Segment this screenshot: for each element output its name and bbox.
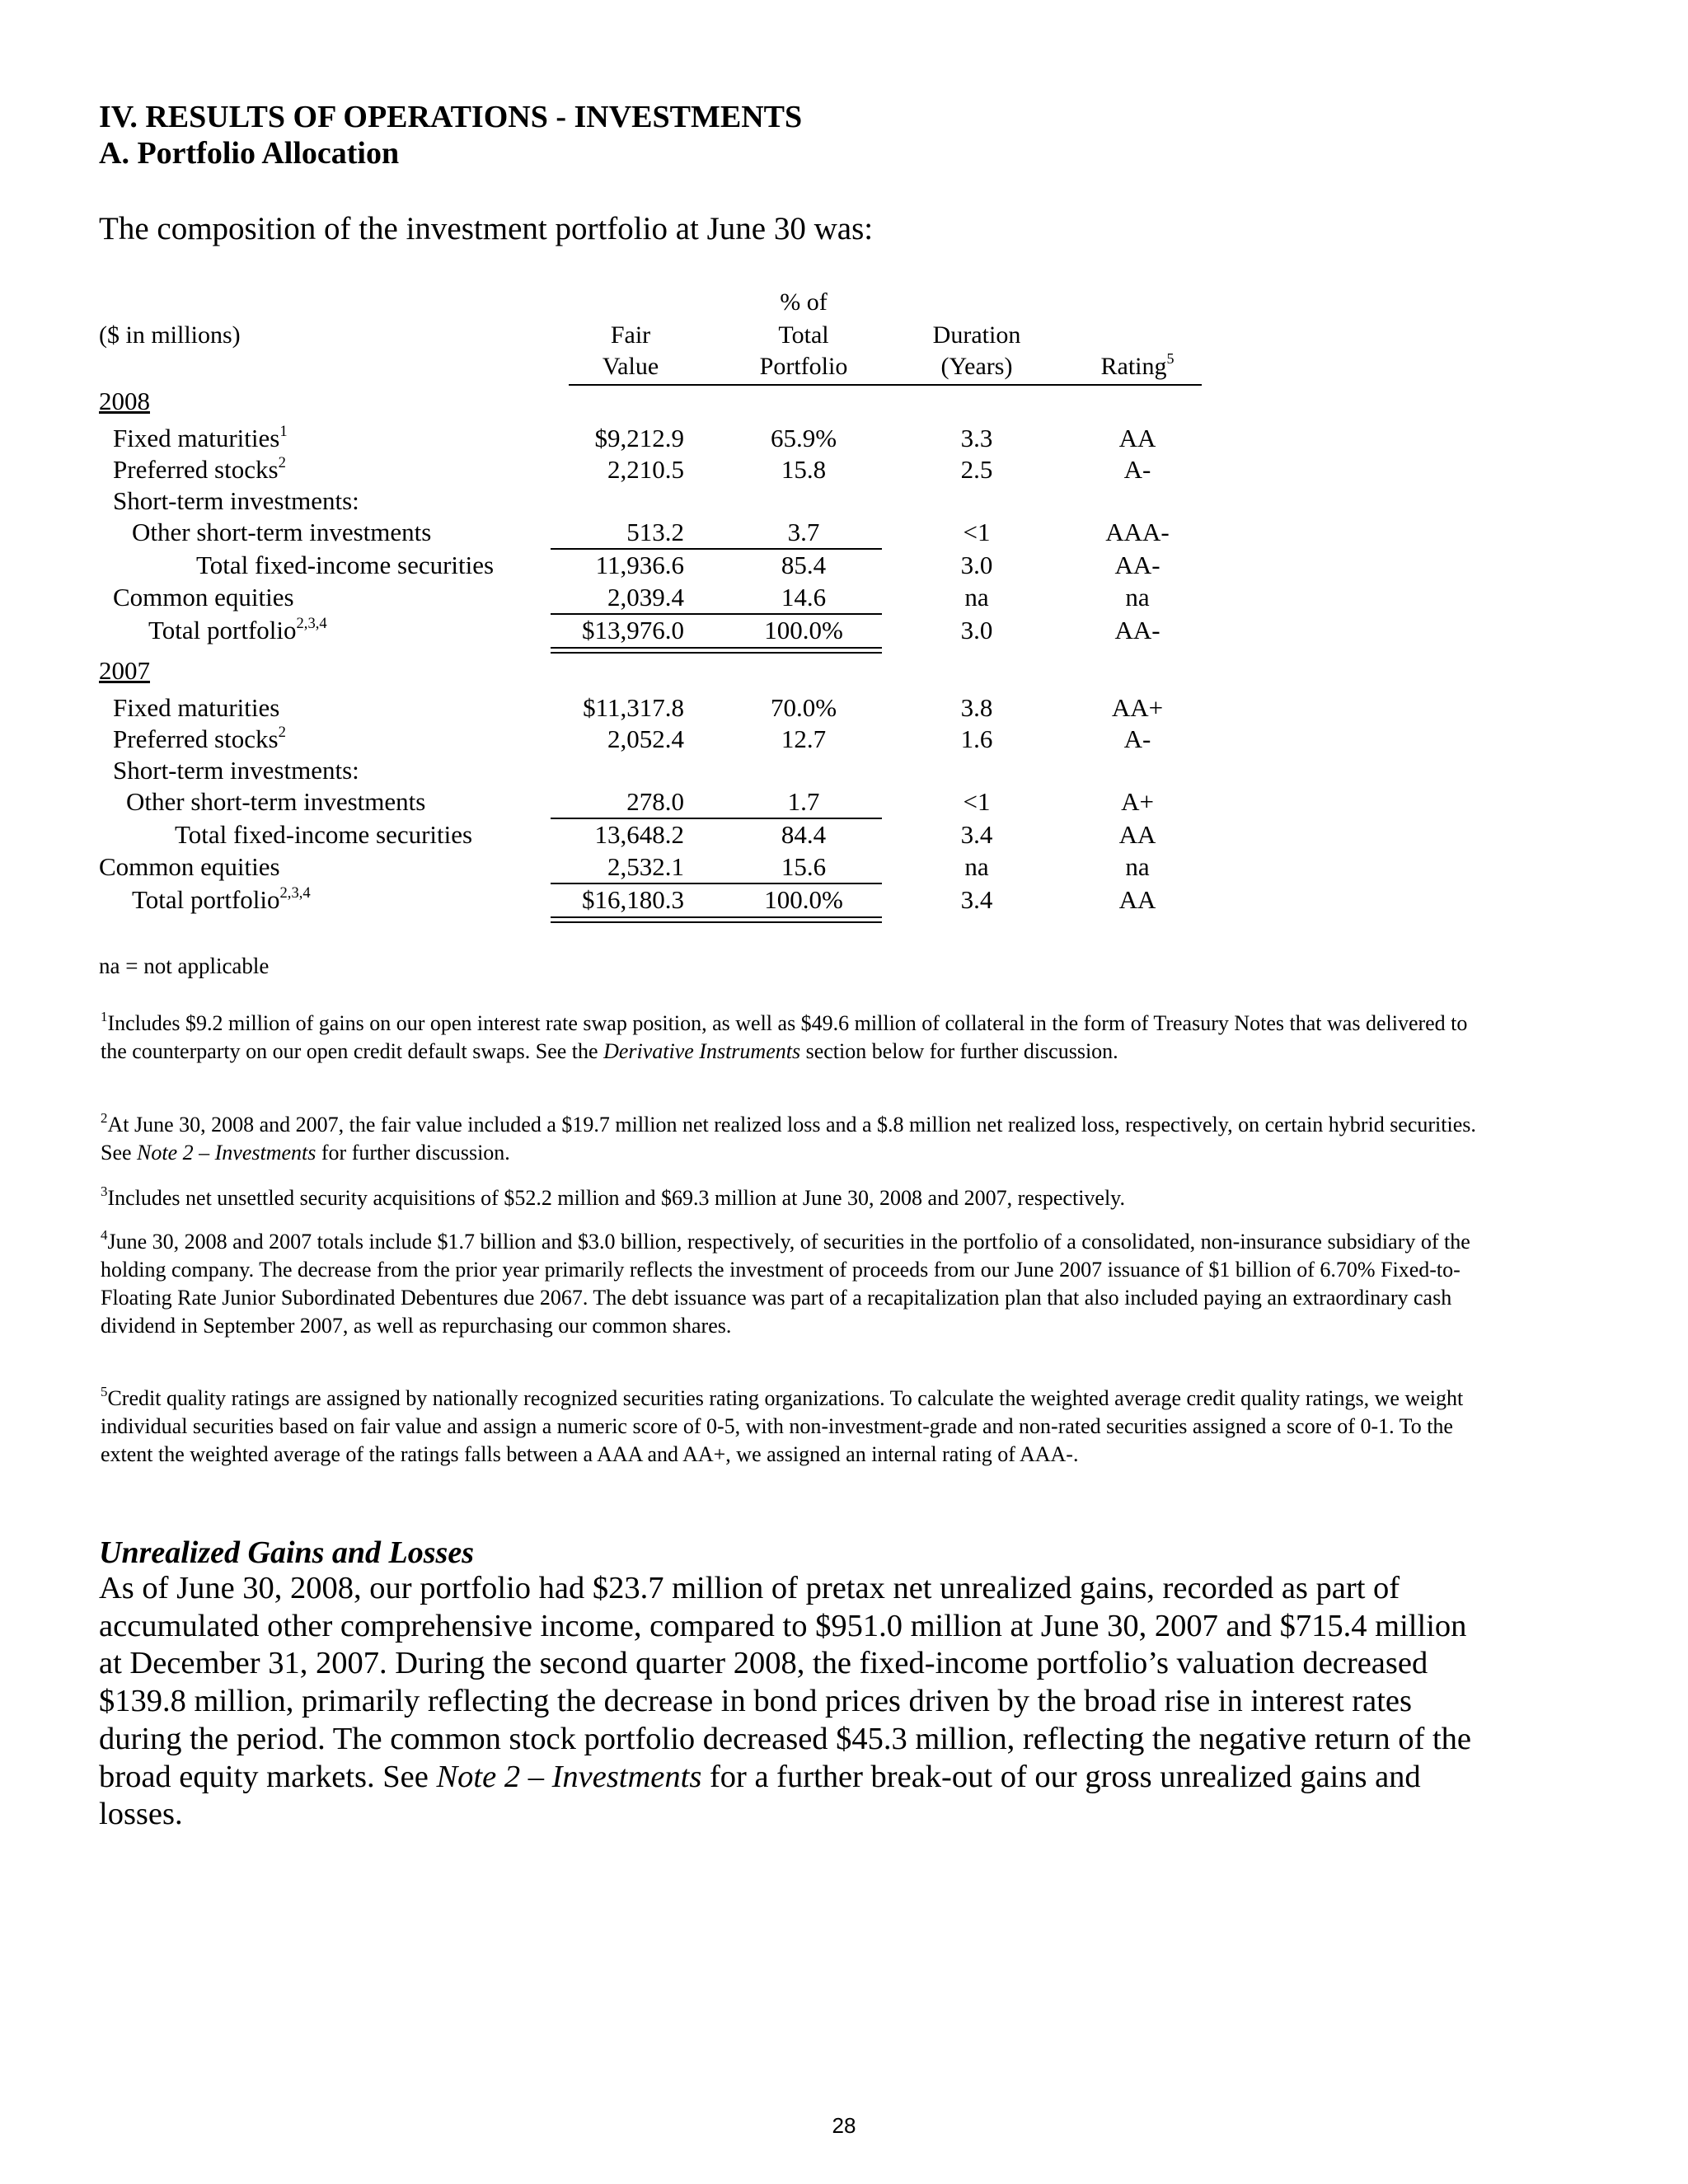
section-heading: IV. RESULTS OF OPERATIONS - INVESTMENTS — [99, 100, 803, 134]
col-fair-1: Fair — [610, 321, 651, 349]
fair-value: 2,210.5 — [607, 455, 684, 484]
na-note: na = not applicable — [99, 954, 270, 978]
pct-portfolio: 100.0% — [764, 616, 843, 644]
pct-portfolio: 15.8 — [781, 455, 827, 484]
header-rule — [569, 384, 1202, 386]
row-label: Preferred stocks$^2$ — [113, 453, 286, 484]
duration: 1.6 — [960, 724, 993, 753]
col-pct-2: Total — [778, 321, 829, 349]
row-label: Other short-term investments — [132, 518, 432, 546]
page-number: 28 — [832, 2113, 856, 2138]
row-label: Preferred stocks$^2$ — [113, 723, 286, 753]
pct-portfolio: 15.6 — [781, 852, 827, 881]
fair-value: 278.0 — [626, 787, 684, 816]
pct-portfolio: 3.7 — [787, 518, 820, 546]
row-label: Other short-term investments — [126, 787, 426, 816]
rating: AA — [1118, 424, 1156, 452]
fair-value: 2,532.1 — [607, 852, 684, 881]
row-label: Short-term investments: — [113, 756, 359, 785]
units-label: ($ in millions) — [99, 321, 241, 349]
duration: 2.5 — [960, 455, 993, 484]
fair-value: 11,936.6 — [595, 551, 684, 579]
duration: <1 — [963, 787, 991, 816]
fair-value: $11,317.8 — [583, 693, 684, 722]
footnote-2: $^2$At June 30, 2008 and 2007, the fair value included a $19.7 million net realized loss and a $.8 million net realized loss, respectively, on certain hybrid securities. See Note 2 – Investments for further discussion. — [101, 1109, 1476, 1165]
col-duration-1: Duration — [932, 321, 1021, 349]
duration: 3.0 — [960, 616, 993, 644]
double-rule-top — [551, 916, 882, 918]
duration: 3.4 — [960, 885, 993, 914]
col-pct-1: % of — [780, 288, 828, 316]
rating: A+ — [1121, 787, 1154, 816]
footnote-5: $^5$Credit quality ratings are assigned by nationally recognized securities rating organizations. To calculate the weighted average credit quality ratings, we weight individual securities based on fair value and assign a numeric score of 0-5, with non-investment-grade and non-rated securities assigned a score of 0-1. To the extent the weighted average of the ratings falls between a AAA and AA+, we assigned an internal rating of AAA-. — [101, 1383, 1464, 1466]
pct-portfolio: 14.6 — [781, 583, 827, 612]
row-label: Fixed maturities$^1$ — [113, 422, 288, 452]
fair-value: $16,180.3 — [582, 885, 684, 914]
row-label: Total fixed-income securities — [175, 820, 473, 849]
rating: na — [1125, 583, 1150, 612]
pct-portfolio: 84.4 — [781, 820, 827, 849]
intro-text: The composition of the investment portfolio at June 30 was: — [99, 211, 874, 246]
col-duration-2: (Years) — [940, 353, 1013, 380]
pct-portfolio: 65.9% — [770, 424, 837, 452]
footnote-3: $^3$Includes net unsettled security acquisitions of $52.2 million and $69.3 million at June 30, 2008 and 2007, respectively. — [101, 1183, 1125, 1210]
col-fair-2: Value — [602, 353, 659, 380]
row-label: Total portfolio$^{2,3,4}$ — [148, 614, 327, 644]
unrealized-heading: Unrealized Gains and Losses — [99, 1535, 474, 1570]
pct-portfolio: 70.0% — [770, 693, 837, 722]
unrealized-paragraph: As of June 30, 2008, our portfolio had $23.7 million of pretax net unrealized gains, recorded as part of accumulated other comprehensive income, compared to $951.0 million at June 30, 2007 and $715.4 million at December 31, 2007. During the second quarter 2008, the fixed-income portfolio’s valuation decreased $139.8 million, primarily reflecting the decrease in bond prices driven by the broad rise in interest rates during the period. The common stock portfolio decreased $45.3 million, reflecting the negative return of the broad equity markets. See Note 2 – Investments for a further break-out of our gross unrealized gains and losses. — [99, 1571, 1471, 1832]
pct-portfolio: 85.4 — [781, 551, 827, 579]
rating: AAA- — [1105, 518, 1170, 546]
subsection-heading: A. Portfolio Allocation — [99, 136, 400, 171]
double-rule-bottom — [551, 921, 882, 923]
rating: A- — [1123, 455, 1151, 484]
row-label: Common equities — [113, 583, 294, 612]
fair-value: 513.2 — [626, 518, 684, 546]
rating: A- — [1123, 724, 1151, 753]
rating: AA- — [1114, 616, 1160, 644]
col-pct-3: Portfolio — [759, 353, 848, 380]
fair-value: $13,976.0 — [582, 616, 684, 644]
duration: 3.8 — [960, 693, 993, 722]
rating: AA- — [1114, 551, 1160, 579]
duration: 3.3 — [960, 424, 993, 452]
duration: 3.0 — [960, 551, 993, 579]
fair-value: 2,052.4 — [607, 724, 684, 753]
rating: AA+ — [1111, 693, 1164, 722]
footnote-4: $^4$June 30, 2008 and 2007 totals include $1.7 billion and $3.0 billion, respectively, of securities in the portfolio of a consolidated, non-insurance subsidiary of the holding company. The decrease from the prior year primarily reflects the investment of proceeds from our June 2007 issuance of $1 billion of 6.70% Fixed-to-Floating Rate Junior Subordinated Debentures due 2067. The debt issuance was part of a recapitalization plan that also included paying an extraordinary cash dividend in September 2007, as well as repurchasing our common shares. — [101, 1226, 1470, 1338]
double-rule-top — [551, 647, 882, 649]
duration: 3.4 — [960, 820, 993, 849]
rating: na — [1125, 852, 1150, 881]
fair-value: $9,212.9 — [594, 424, 684, 452]
row-label: Short-term investments: — [113, 486, 359, 515]
pct-portfolio: 12.7 — [781, 724, 827, 753]
duration: na — [964, 852, 989, 881]
row-label: Total fixed-income securities — [196, 551, 495, 579]
year-label-2007: 2007 — [99, 656, 150, 685]
pct-portfolio: 1.7 — [787, 787, 820, 816]
duration: <1 — [963, 518, 991, 546]
duration: na — [964, 583, 989, 612]
rating: AA — [1118, 820, 1156, 849]
rating: AA — [1118, 885, 1156, 914]
fair-value: 13,648.2 — [594, 820, 684, 849]
fair-value: 2,039.4 — [607, 583, 684, 612]
year-label-2008: 2008 — [99, 387, 150, 415]
pct-portfolio: 100.0% — [764, 885, 843, 914]
double-rule-bottom — [551, 652, 882, 654]
row-label: Fixed maturities — [113, 693, 280, 722]
footnote-1: $^1$Includes $9.2 million of gains on our open interest rate swap position, as well as $49.6 million of collateral in the form of Treasury Notes that was delivered to the counterparty on our open credit default swaps. See the Derivative Instruments section below for further discussion. — [101, 1008, 1468, 1063]
row-label: Common equities — [99, 852, 280, 881]
row-label: Total portfolio$^{2,3,4}$ — [132, 883, 311, 914]
col-rating: Rating$^5$ — [1100, 350, 1175, 380]
